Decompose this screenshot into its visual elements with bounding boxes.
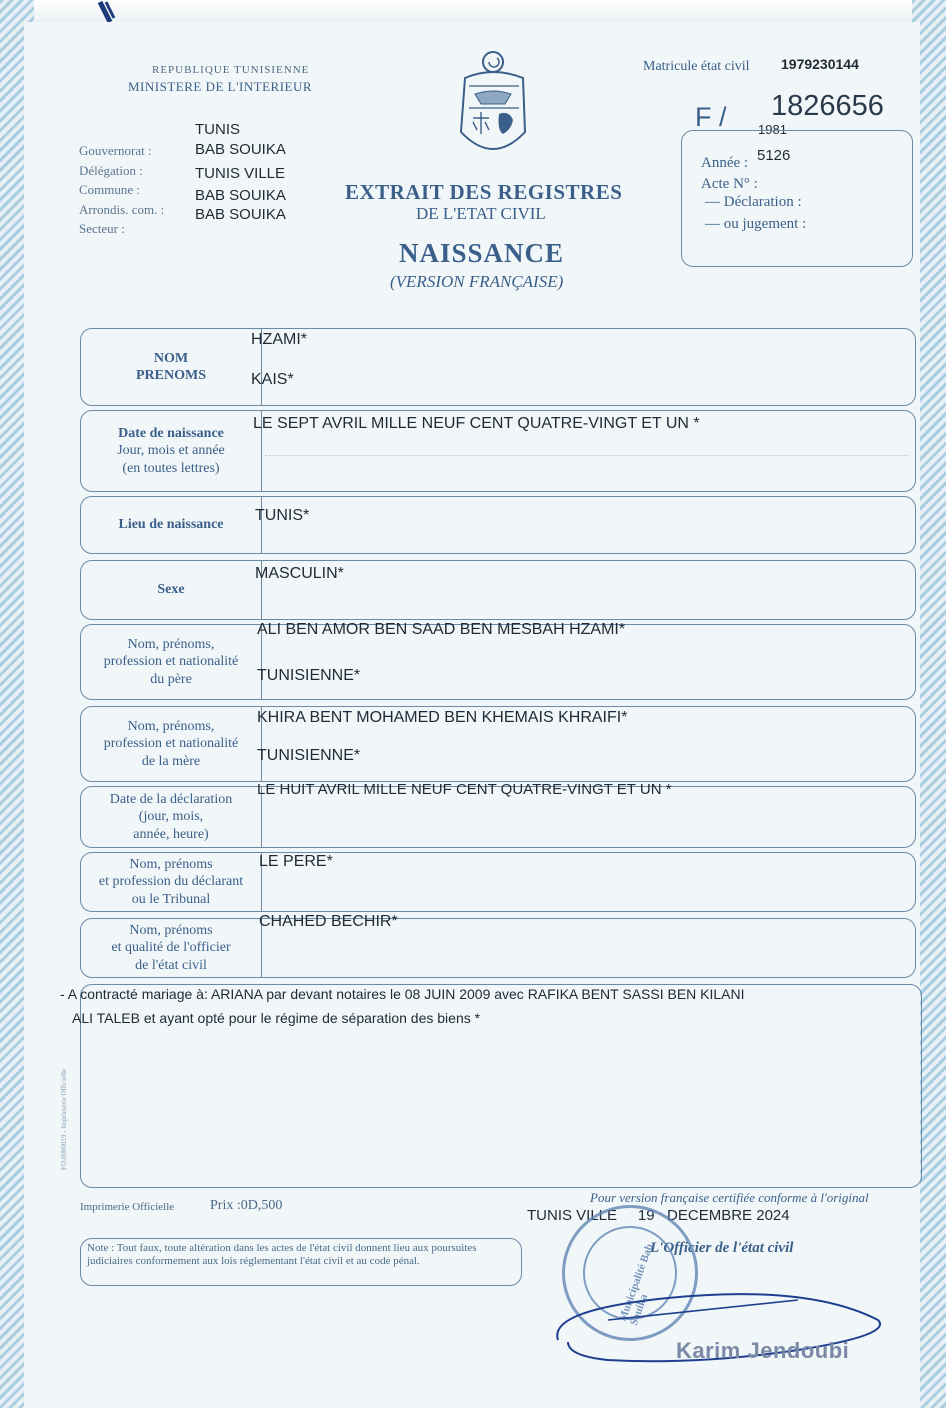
place-date: TUNIS VILLE 19 DECEMBRE 2024: [527, 1207, 790, 1224]
officier-value: CHAHED BECHIR*: [259, 913, 398, 930]
imprimerie-label: Imprimerie Officielle: [80, 1201, 175, 1213]
delegation-value: TUNIS VILLE: [195, 165, 286, 182]
officier-label-line1: Nom, prénoms: [129, 922, 213, 938]
row-nom-prenoms: [80, 328, 916, 406]
date-naissance-label: [81, 411, 262, 491]
prenoms-value: KAIS*: [251, 371, 294, 388]
mentions-line2: ALI TALEB et ayant opté pour le régime de séparation des biens *: [72, 1010, 481, 1026]
acte-label: Acte N° :: [701, 176, 758, 192]
gouvernorat-label: Gouvernorat :: [79, 143, 152, 158]
nom-label: NOM: [153, 350, 189, 366]
arrondissement-value: BAB SOUIKA: [195, 206, 286, 223]
ref-prefix: F /: [695, 102, 727, 132]
mere-label-line3: de la mère: [141, 753, 201, 769]
row-officier: [80, 913, 916, 978]
mere-nationality-value: TUNISIENNE*: [257, 747, 361, 764]
gouvernorat-sub-value: BAB SOUIKA: [195, 141, 286, 158]
row-sexe: [80, 560, 916, 620]
jugement-label: — ou jugement :: [705, 216, 807, 232]
gouvernorat-value: TUNIS: [195, 121, 240, 138]
declarant-label-line3: ou le Tribunal: [131, 891, 211, 907]
officier-label: [81, 919, 262, 977]
lieu-naissance-label-text: Lieu de naissance: [118, 517, 224, 533]
mere-label-line1: Nom, prénoms,: [127, 718, 215, 734]
country-name: REPUBLIQUE TUNISIENNE: [152, 64, 310, 76]
pere-nationality-value: TUNISIENNE*: [257, 667, 361, 684]
annee-label: Année :: [701, 155, 749, 171]
declarant-label-line1: Nom, prénoms: [129, 856, 213, 872]
sexe-value: MASCULIN*: [255, 565, 344, 582]
mere-name-value: KHIRA BENT MOHAMED BEN KHEMAIS KHRAIFI*: [257, 709, 628, 726]
ref-number: 1826656: [771, 90, 884, 122]
pere-label: [81, 625, 262, 699]
row-date-naissance: [80, 410, 916, 492]
doc-title-line1: EXTRAIT DES REGISTRES: [345, 180, 623, 204]
date-naissance-label-line1: Date de naissance: [118, 425, 224, 441]
date-declaration-label: [81, 787, 262, 847]
lieu-naissance-label: [81, 497, 262, 553]
matricule-label: Matricule état civil: [643, 59, 750, 74]
declaration-label-line3: année, heure): [133, 826, 209, 842]
side-print-code: FO:0000019 - Imprimerie Officielle: [60, 1068, 68, 1170]
row-lieu-naissance: [80, 496, 916, 554]
date-declaration-value: LE HUIT AVRIL MILLE NEUF CENT QUATRE-VINGT ET UN *: [257, 781, 672, 798]
coat-of-arms-icon: [455, 48, 533, 168]
certification-text: Pour version française certifiée conforme à l'original: [590, 1190, 869, 1205]
officier-label-line2: et qualité de l'officier: [111, 940, 231, 956]
row-date-declaration: [80, 781, 916, 848]
arrondissement-label: Arrondis. com. :: [79, 202, 165, 217]
ministry-name: MINISTERE DE L'INTERIEUR: [128, 79, 313, 94]
row-declarant: [80, 852, 916, 912]
mere-label-line2: profession et nationalité: [103, 736, 239, 752]
pere-label-line2: profession et nationalité: [103, 654, 239, 670]
doc-title-naissance: NAISSANCE: [399, 238, 565, 268]
doc-title-line2: DE L'ETAT CIVIL: [416, 204, 546, 223]
prenoms-label: PRENOMS: [136, 368, 206, 383]
pere-label-line3: du père: [150, 671, 192, 687]
annee-value: 5126: [757, 147, 791, 164]
stamp-text: Municipalité Bab Souika: [616, 1242, 656, 1328]
declaration-label-line2: (jour, mois,: [138, 809, 204, 825]
dotted-line: [265, 455, 909, 456]
legal-note: Note : Tout faux, toute altération dans les actes de l'état civil donnent lieu aux poursuites judiciaires conformement aux lois réglementant l'état civil et au code pénal.: [80, 1238, 522, 1286]
date-naissance-label-line2: Jour, mois et année: [117, 443, 225, 459]
commune-value: BAB SOUIKA: [195, 187, 286, 204]
declarant-value: LE PERE*: [259, 853, 333, 870]
officier-signature-title: L'Officier de l'état civil: [650, 1240, 794, 1256]
row-mere: [80, 706, 916, 782]
annee-small: 1981: [758, 122, 787, 137]
nom-prenoms-label: [81, 329, 262, 405]
prix-label: Prix :0D,500: [210, 1198, 283, 1213]
date-naissance-label-line3: (en toutes lettres): [122, 460, 220, 476]
signature-name: Karim Jendoubi: [676, 1338, 850, 1363]
row-pere: [80, 621, 916, 700]
declarant-label-line2: et profession du déclarant: [98, 874, 244, 890]
nom-value: HZAMI*: [251, 331, 307, 348]
declaration-label: — Déclaration :: [705, 194, 802, 210]
sexe-label-text: Sexe: [157, 582, 185, 598]
secteur-label: Secteur :: [79, 221, 125, 236]
delegation-label: Délégation :: [79, 163, 143, 178]
pere-name-value: ALI BEN AMOR BEN SAAD BEN MESBAH HZAMI*: [257, 621, 626, 638]
mere-label: [81, 707, 262, 781]
doc-title-version: (VERSION FRANÇAISE): [390, 272, 564, 291]
mentions-line1: - A contracté mariage à: ARIANA par devant notaires le 08 JUIN 2009 avec RAFIKA BENT SASSI BEN KILANI: [60, 986, 745, 1002]
date-naissance-value: LE SEPT AVRIL MILLE NEUF CENT QUATRE-VINGT ET UN *: [253, 415, 700, 432]
lieu-naissance-value: TUNIS*: [255, 507, 310, 524]
declaration-label-line1: Date de la déclaration: [109, 791, 233, 807]
declarant-label: [81, 853, 262, 911]
commune-label: Commune :: [79, 182, 141, 197]
sexe-label: [81, 561, 262, 619]
officier-label-line3: de l'état civil: [135, 957, 207, 973]
pere-label-line1: Nom, prénoms,: [127, 636, 215, 652]
matricule-value: 1979230144: [781, 56, 859, 72]
